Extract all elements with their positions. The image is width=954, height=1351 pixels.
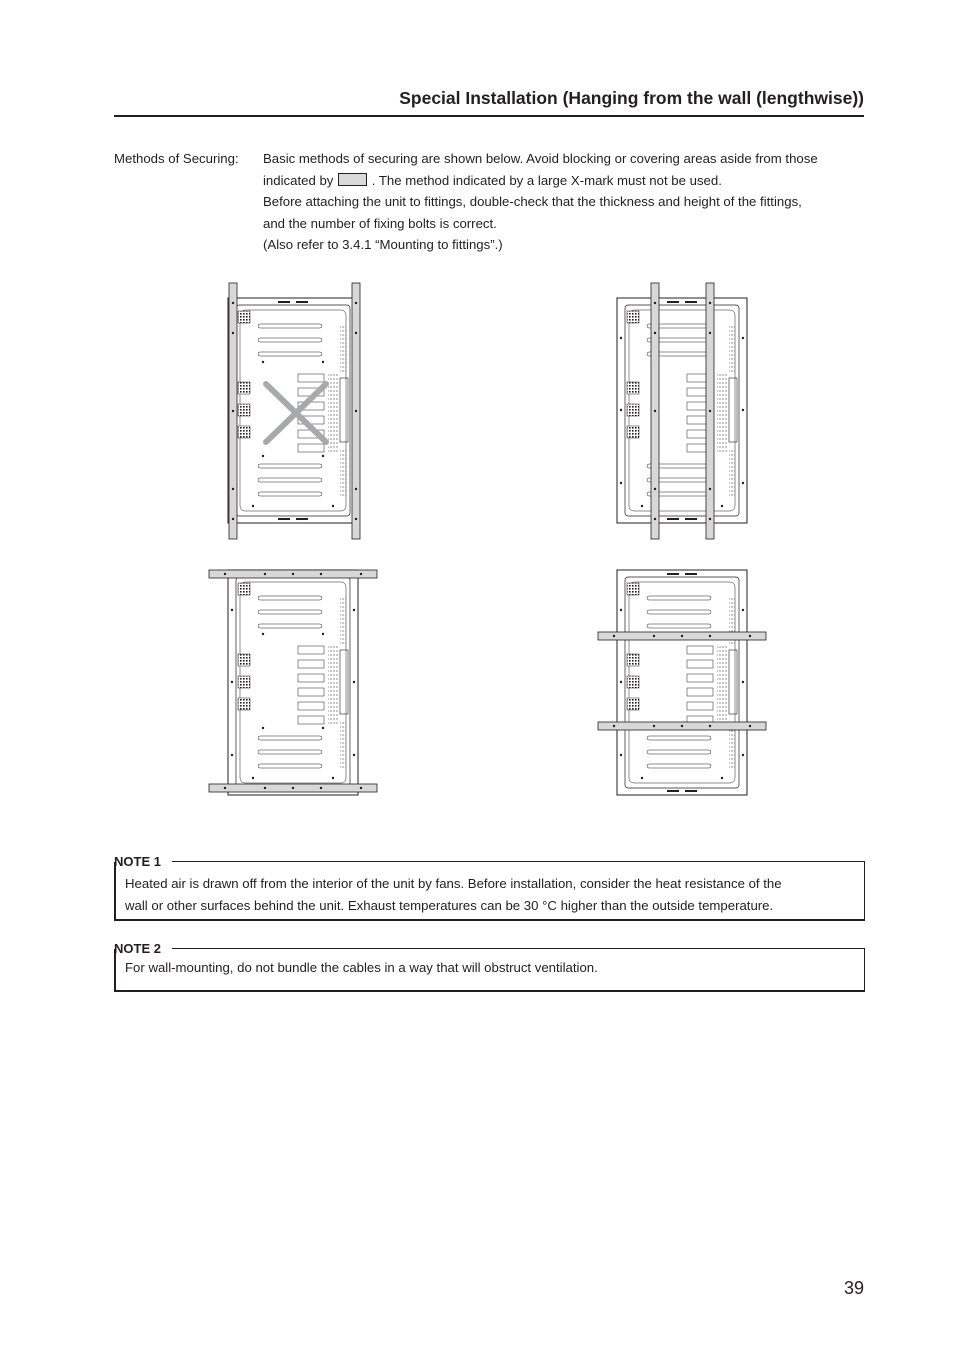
diagram-horizontal-fittings — [598, 570, 766, 795]
title-rule — [114, 115, 864, 117]
note-1-box — [114, 862, 865, 921]
diagram-vertical-fittings — [617, 283, 747, 539]
methods-line-3: Before attaching the unit to fittings, double-check that the thickness and height of the fittings, — [263, 194, 802, 210]
diagram-prohibited-side-bars — [228, 283, 360, 539]
methods-line-2b: . The method indicated by a large X-mark must not be used. — [371, 172, 722, 188]
mounting-diagrams — [200, 280, 780, 800]
diagram-edge-fittings — [209, 570, 377, 795]
mounting-diagrams-svg — [200, 280, 780, 800]
methods-line-2 — [263, 170, 865, 192]
methods-text — [263, 148, 865, 256]
note-2-label: NOTE 2 — [114, 941, 161, 956]
methods-line-1: Basic methods of securing are shown below. Avoid blocking or covering areas aside from those — [263, 151, 818, 166]
note-2-line-1: For wall-mounting, do not bundle the cables in a way that will obstruct ventilation. — [125, 960, 598, 975]
note-1-line-1: Heated air is drawn off from the interior of the unit by fans. Before installation, consider the heat resistance of the — [125, 876, 782, 891]
page-title: Special Installation (Hanging from the wall (lengthwise)) — [399, 88, 864, 108]
methods-line-5: (Also refer to 3.4.1 “Mounting to fittings”.) — [263, 237, 503, 253]
fitting-area-swatch-icon — [338, 173, 367, 186]
note-1-label: NOTE 1 — [114, 854, 161, 869]
methods-line-4: and the number of fixing bolts is correct. — [263, 215, 497, 231]
note-2-box — [114, 949, 865, 992]
methods-label: Methods of Securing: — [114, 151, 239, 166]
methods-line-2a: indicated by — [263, 172, 334, 188]
page-number: 39 — [843, 1278, 864, 1298]
note-1-line-2: wall or other surfaces behind the unit. Exhaust temperatures can be 30 °C higher than the outside temperature. — [125, 897, 774, 913]
